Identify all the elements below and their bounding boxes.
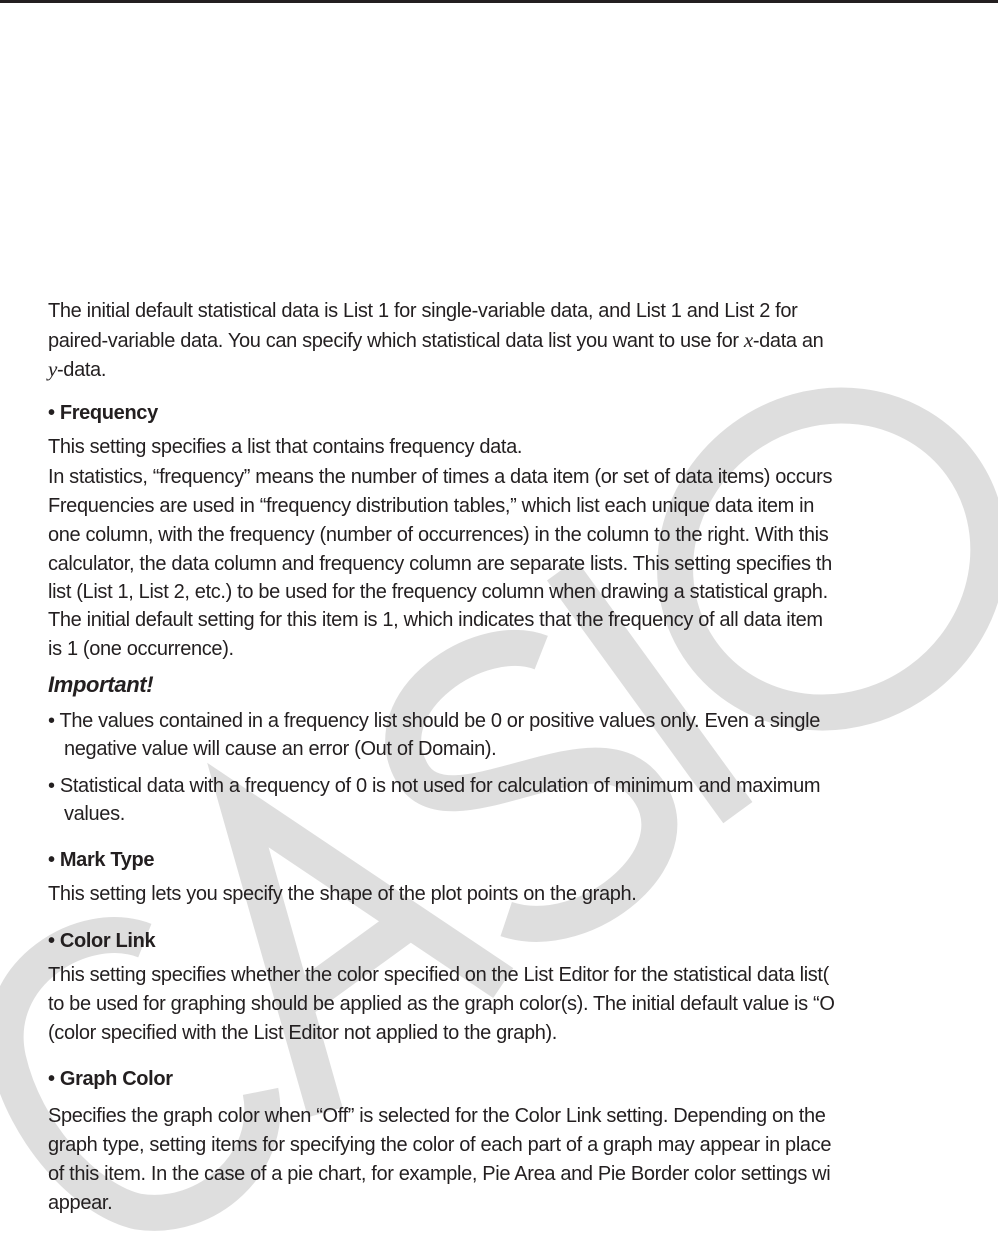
graph-color-line: graph type, setting items for specifying the color of each part of a graph may appear in place: [48, 1134, 832, 1156]
intro-line: The initial default statistical data is List 1 for single-variable data, and List 1 and List 2 for: [48, 300, 798, 322]
frequency-line: list (List 1, List 2, etc.) to be used for the frequency column when drawing a statistical graph.: [48, 581, 828, 603]
frequency-line: In statistics, “frequency” means the number of times a data item (or set of data items) occurs: [48, 466, 833, 488]
color-link-line: (color specified with the List Editor not applied to the graph).: [48, 1022, 558, 1044]
frequency-line: The initial default setting for this item is 1, which indicates that the frequency of all data item: [48, 609, 823, 631]
frequency-line: Frequencies are used in “frequency distribution tables,” which list each unique data item in: [48, 495, 815, 517]
color-link-line: This setting specifies whether the color specified on the List Editor for the statistical data list(: [48, 964, 829, 986]
x-variable: x: [743, 328, 753, 352]
important-heading: Important!: [48, 672, 154, 697]
color-link-line: to be used for graphing should be applied as the graph color(s). The initial default value is “O: [48, 993, 835, 1015]
color-link-heading: • Color Link: [48, 930, 156, 952]
frequency-line: This setting specifies a list that contains frequency data.: [48, 436, 523, 458]
mark-type-heading: • Mark Type: [48, 849, 155, 871]
intro-text: -data an: [752, 330, 824, 352]
intro-text: -data.: [56, 359, 107, 381]
mark-type-line: This setting lets you specify the shape of the plot points on the graph.: [48, 883, 637, 905]
frequency-line: calculator, the data column and frequency column are separate lists. This setting specifies th: [48, 553, 832, 575]
intro-line: [48, 356, 106, 383]
graph-color-line: of this item. In the case of a pie chart, for example, Pie Area and Pie Border color settings wi: [48, 1163, 831, 1185]
intro-text: paired-variable data. You can specify which statistical data list you want to use for: [48, 330, 744, 352]
frequency-heading: • Frequency: [48, 402, 158, 424]
frequency-line: is 1 (one occurrence).: [48, 638, 234, 660]
intro-line: [48, 327, 823, 354]
important-bullet: • Statistical data with a frequency of 0 is not used for calculation of minimum and maximum: [48, 775, 821, 797]
graph-color-line: appear.: [48, 1192, 113, 1214]
y-variable: y: [48, 357, 57, 381]
graph-color-line: Specifies the graph color when “Off” is selected for the Color Link setting. Depending on the: [48, 1105, 826, 1127]
frequency-line: one column, with the frequency (number of occurrences) in the column to the right. With this: [48, 524, 829, 546]
important-bullet: • The values contained in a frequency list should be 0 or positive values only. Even a single: [48, 710, 820, 732]
graph-color-heading: • Graph Color: [48, 1068, 173, 1090]
important-bullet-cont: values.: [64, 803, 125, 825]
important-bullet-cont: negative value will cause an error (Out of Domain).: [64, 738, 497, 760]
